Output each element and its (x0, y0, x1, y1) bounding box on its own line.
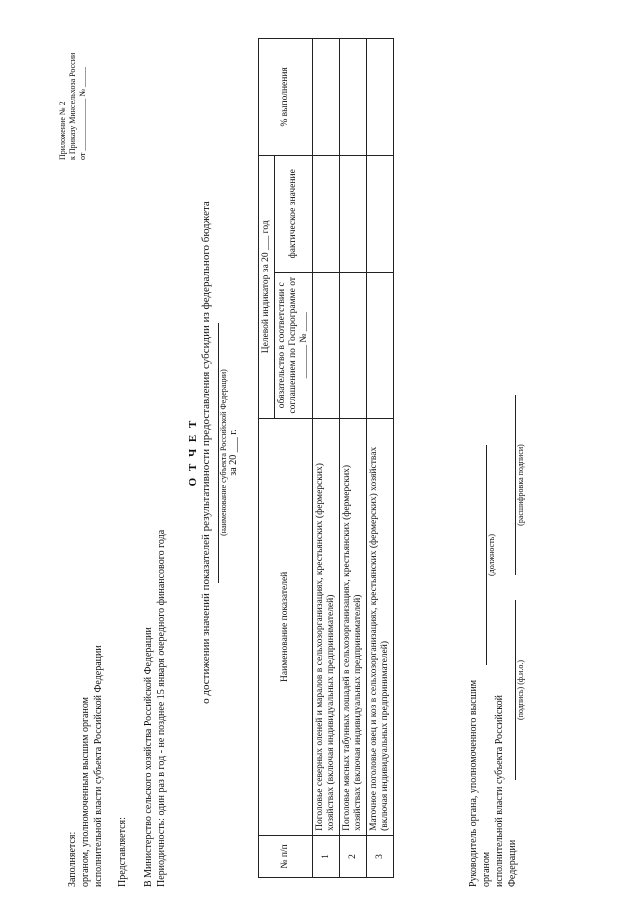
row-obligation-cell[interactable] (367, 272, 394, 418)
header-num: № п/п (259, 835, 313, 877)
row-actual-cell[interactable] (367, 155, 394, 272)
decode-line[interactable] (505, 395, 516, 575)
row-num: 2 (340, 835, 367, 877)
position-line[interactable] (476, 445, 487, 665)
fill-in-line-1: Заполняется: (67, 831, 78, 887)
row-obligation-cell[interactable] (340, 272, 367, 418)
row-actual-cell[interactable] (340, 155, 367, 272)
signature-line[interactable] (505, 600, 516, 780)
indicators-table (258, 38, 394, 878)
row-obligation-cell[interactable] (313, 272, 340, 418)
fill-in-line-2: органом, уполномоченным высшим органом (80, 697, 91, 887)
position-caption: (должность) (487, 534, 496, 576)
row-percent-cell[interactable] (340, 39, 367, 156)
row-actual-cell[interactable] (313, 155, 340, 272)
head-line-1: Руководитель органа, уполномоченного высшим органом (468, 679, 492, 887)
row-name: Маточное поголовье овец и коз в сельхозорганизациях, крестьянских (фермерских) хозяйствах (включая индивидуальных предпринимателей) (367, 418, 394, 835)
table-row (313, 39, 340, 878)
ministry-line-1: В Министерство сельского хозяйства Российской Федерации (143, 627, 154, 887)
header-target: Целевой индикатор за 20 ___ год (259, 155, 275, 418)
decode-caption: (расшифровка подписи) (516, 444, 525, 526)
fill-in-line-3: исполнительной власти субъекта Российской Федерации (93, 645, 104, 887)
header-obligation: обязательство в соответствии с соглашением по Госпрограмме от _______ № ____ (275, 272, 313, 418)
row-name: Поголовье мясных табунных лошадей в сельхозорганизациях, крестьянских (фермерских) хозяйствах (включая индивидуальных предпринимателей) (340, 418, 367, 835)
signature-caption: (подпись) (ф.и.о.) (516, 660, 525, 721)
presented-label: Представляется: (117, 817, 128, 887)
subject-caption: (наименование субъекта Российской Федерации) (219, 369, 228, 536)
row-percent-cell[interactable] (367, 39, 394, 156)
ministry-block (142, 447, 168, 887)
appendix-line-2: к Приказу Минсельхоза России (68, 52, 77, 160)
head-line-2: исполнительной власти субъекта Российской Федерации (494, 694, 518, 887)
report-subtitle: о достижении значений показателей результативности предоставления субсидии из федерального бюджета (200, 201, 212, 704)
table-row (340, 39, 367, 878)
report-title: О Т Ч Е Т (187, 418, 199, 487)
row-num: 3 (367, 835, 394, 877)
appendix-line-1: Приложение № 2 (58, 101, 67, 160)
row-name: Поголовье северных оленей и маралов в сельхозорганизациях, крестьянских (фермерских) хозяйствах (включая индивидуальных предпринимателей) (313, 418, 340, 835)
table-row (367, 39, 394, 878)
table-header-row (259, 39, 275, 878)
report-period: за 20 ___ г. (228, 429, 239, 476)
fill-in-block (66, 527, 105, 887)
header-actual: фактическое значение (275, 155, 313, 272)
ministry-line-2: Периодичность: один раз в год - не позднее 15 января очередного финансового года (156, 529, 167, 887)
appendix-line-3: от _____________ № _____ (78, 66, 87, 160)
header-name: Наименование показателей (259, 418, 313, 835)
header-percent: % выполнения (259, 39, 313, 156)
row-percent-cell[interactable] (313, 39, 340, 156)
appendix-block (58, 10, 88, 160)
row-num: 1 (313, 835, 340, 877)
